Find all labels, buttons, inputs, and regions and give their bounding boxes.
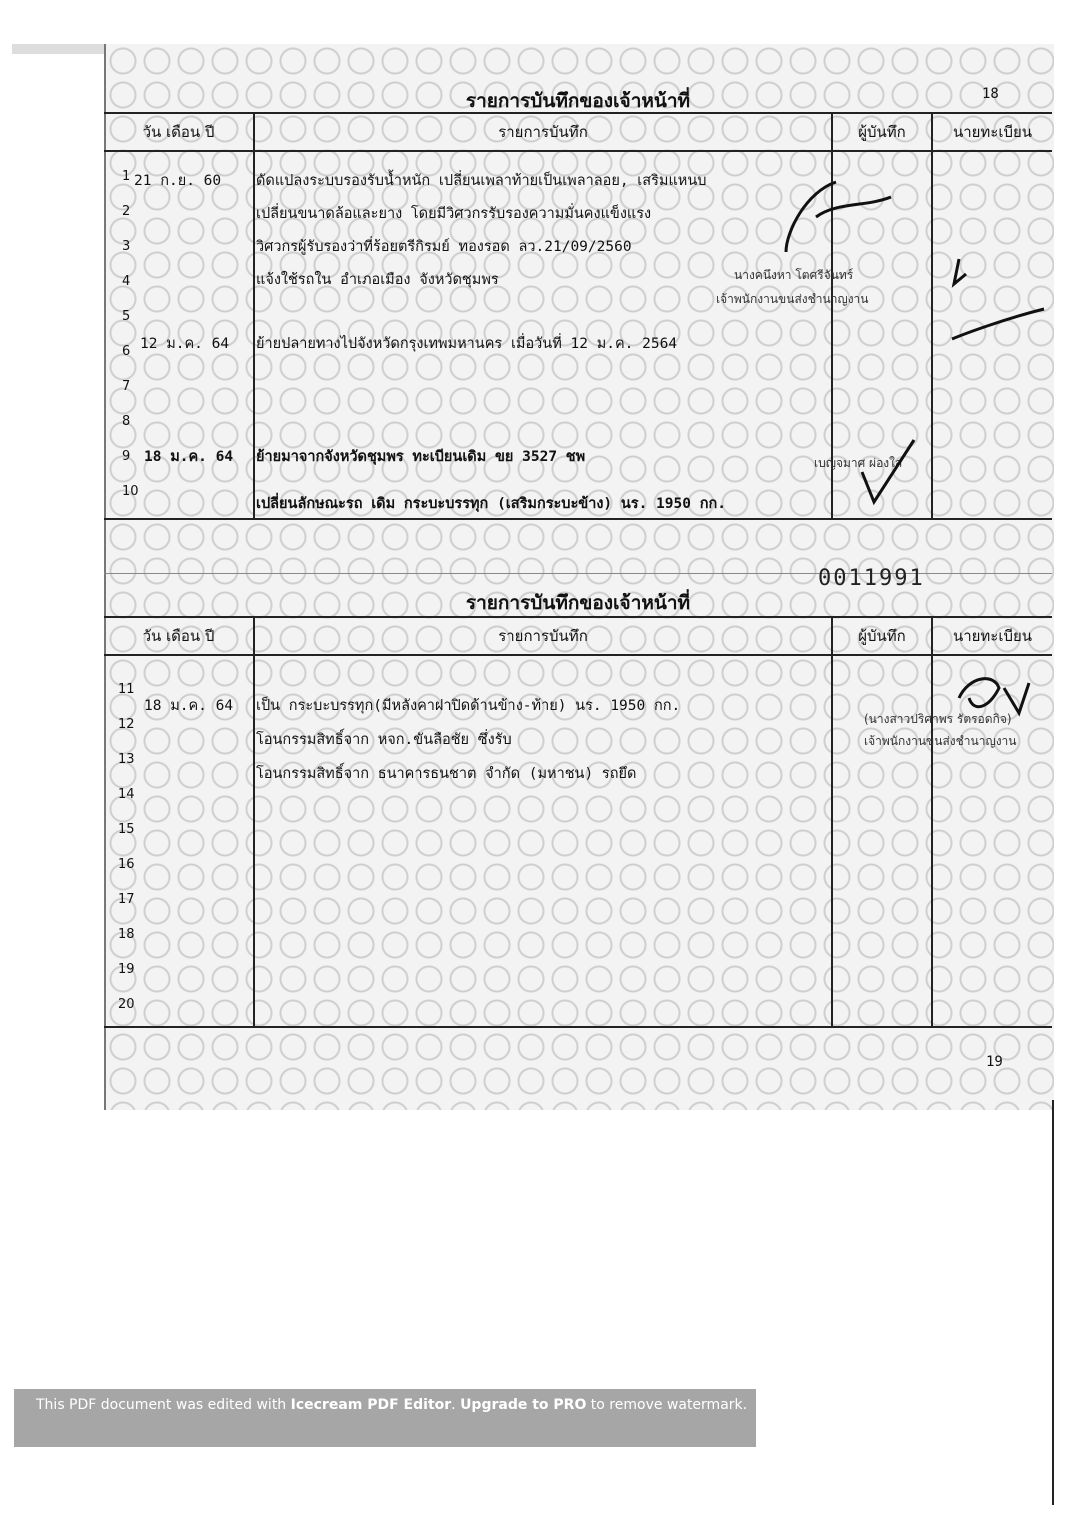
record-panel-2 <box>104 580 1052 1080</box>
column-header-entry: รายการบันทึก <box>254 113 832 151</box>
entry-line: แจ้งใช้รถใน อำเภอเมือง จังหวัดชุมพร <box>256 272 499 288</box>
row-number: 1 <box>122 169 131 184</box>
row-number: 5 <box>122 309 131 324</box>
row-number: 17 <box>118 892 135 907</box>
row-number: 6 <box>122 344 131 359</box>
entry-line: โอนกรรมสิทธิ์จาก หจก.ขันลือชัย ซึ่งรับ <box>256 732 512 748</box>
serial-number: 0011991 <box>818 566 925 591</box>
row-number: 8 <box>122 414 131 429</box>
scan-edge-line <box>1052 1100 1054 1505</box>
entry-line: ย้ายมาจากจังหวัดชุมพร ทะเบียนเดิม ขย 3527 ชพ <box>256 449 586 465</box>
recorder-name: (นางสาวปริศาพร รัตรอดกิจ) <box>864 712 1012 726</box>
entry-date: 18 ม.ค. 64 <box>144 449 234 465</box>
column-header-recorder: ผู้บันทึก <box>832 113 932 151</box>
entry-line: เปลี่ยนลักษณะรถ เดิม กระบะบรรทุก (เสริมกระบะข้าง) นร. 1950 กก. <box>256 496 726 512</box>
page-number: 19 <box>986 1054 1003 1070</box>
table-header <box>104 113 1052 151</box>
column-header-date: วัน เดือน ปี <box>104 617 254 655</box>
column-header-registrar: นายทะเบียน <box>932 617 1052 655</box>
recorder-signature <box>854 432 924 512</box>
panel-title: รายการบันทึกของเจ้าหน้าที่ <box>465 90 691 112</box>
entry-date: 12 ม.ค. 64 <box>140 336 230 352</box>
watermark-suffix: to remove watermark. <box>586 1397 748 1413</box>
row-number: 13 <box>118 752 135 767</box>
row-number: 12 <box>118 717 135 732</box>
row-number: 9 <box>122 449 131 464</box>
page-number: 18 <box>982 86 999 102</box>
entry-date: 21 ก.ย. 60 <box>134 173 222 189</box>
row-number: 19 <box>118 962 135 977</box>
entry-line: เปลี่ยนขนาดล้อและยาง โดยมีวิศวกรรับรองความมั่นคงแข็งแรง <box>256 206 652 222</box>
watermark-product: Icecream PDF Editor <box>290 1397 452 1413</box>
table-header <box>104 617 1052 655</box>
column-header-entry: รายการบันทึก <box>254 617 832 655</box>
row-number: 4 <box>122 274 131 289</box>
entry-line: ดัดแปลงระบบรองรับน้ำหนัก เปลี่ยนเพลาท้ายเป็นเพลาลอย, เสริมแหนบ <box>256 173 707 189</box>
panel-title: รายการบันทึกของเจ้าหน้าที่ <box>465 592 691 614</box>
record-table <box>104 616 1052 1028</box>
table-bottom-rule <box>104 518 1052 520</box>
row-number: 16 <box>118 857 135 872</box>
recorder-name: เบญจมาศ ผ่องใส <box>814 456 903 470</box>
entry-line: ย้ายปลายทางไปจังหวัดกรุงเทพมหานคร เมื่อวันที่ 12 ม.ค. 2564 <box>256 336 678 352</box>
row-number: 15 <box>118 822 135 837</box>
watermark-mid: . <box>451 1397 461 1413</box>
entry-line: วิศวกรผู้รับรองว่าที่ร้อยตรีกิรมย์ ทองรอด ลว.21/09/2560 <box>256 239 632 255</box>
recorder-position: เจ้าพนักงานขนส่งชำนาญงาน <box>716 292 869 306</box>
scan-edge <box>12 44 104 54</box>
row-number: 11 <box>118 682 135 697</box>
row-number: 2 <box>122 204 131 219</box>
column-header-recorder: ผู้บันทึก <box>832 617 932 655</box>
recorder-name: นางคนึงหา โตศรีจันทร์ <box>734 268 854 282</box>
row-number: 3 <box>122 239 131 254</box>
watermark-upgrade-link[interactable]: Upgrade to PRO <box>460 1397 587 1413</box>
entry-date: 18 ม.ค. 64 <box>144 698 234 714</box>
table-bottom-rule <box>104 1026 1052 1028</box>
column-header-registrar: นายทะเบียน <box>932 113 1052 151</box>
row-number: 14 <box>118 787 135 802</box>
entry-line: โอนกรรมสิทธิ์จาก ธนาคารธนชาต จำกัด (มหาชน) รถยึด <box>256 766 637 782</box>
row-number: 10 <box>122 484 139 499</box>
watermark-prefix: This PDF document was edited with <box>36 1397 291 1413</box>
row-number: 20 <box>118 997 135 1012</box>
editor-watermark <box>14 1389 756 1447</box>
column-header-date: วัน เดือน ปี <box>104 113 254 151</box>
record-panel-1 <box>104 44 1052 520</box>
recorder-position: เจ้าพนักงานขนส่งชำนาญงาน <box>864 734 1017 748</box>
registrar-signature <box>944 239 1054 349</box>
entry-line: เป็น กระบะบรรทุก(มีหลังคาฝาปิดด้านข้าง-ท้าย) นร. 1950 กก. <box>256 698 681 714</box>
recorder-signature <box>776 172 916 262</box>
recorder-signature <box>944 668 1054 728</box>
row-number: 18 <box>118 927 135 942</box>
row-number: 7 <box>122 379 131 394</box>
